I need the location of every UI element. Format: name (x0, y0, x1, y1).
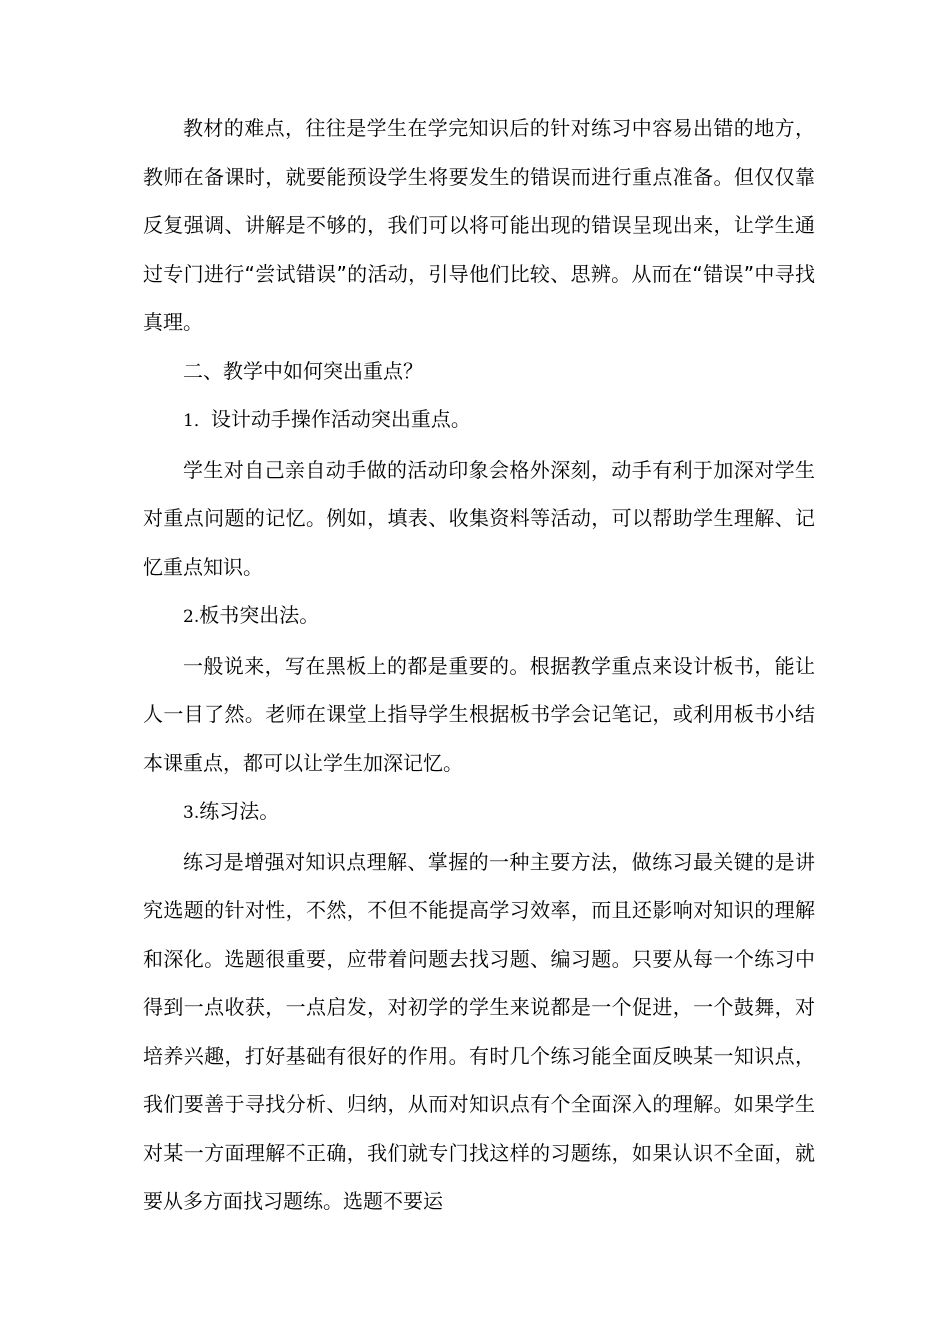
document-body (143, 104, 815, 1226)
section-heading (143, 347, 815, 396)
item-3-title: 练习法。 (199, 799, 280, 823)
item-1-heading (143, 395, 815, 446)
section-heading-suffix: 如何突出重点？ (283, 358, 423, 383)
section-heading-prefix: 二、教学中 (183, 358, 283, 383)
paragraph-hands-on: 学生对自己亲自动手做的活动印象会格外深刻，动手有利于加深对学生对重点问题的记忆。例如，填表、收集资料等活动，可以帮助学生理解、记忆重点知识。 (143, 457, 815, 579)
paragraph-blackboard: 一般说来，写在黑板上的都是重要的。根据教学重点来设计板书，能让人一目了然。老师在课堂上指导学生根据板书学会记笔记，或利用板书小结本课重点，都可以让学生加深记忆。 (143, 653, 815, 775)
item-3-heading (143, 787, 815, 838)
paragraph-practice: 练习是增强对知识点理解、掌握的一种主要方法，做练习最关键的是讲究选题的针对性，不然，不但不能提高学习效率，而且还影响对知识的理解和深化。选题很重要，应带着问题去找习题、编习题。只要从每一个练习中得到一点收获，一点启发，对初学的学生来说都是一个促进，一个鼓舞，对培养兴趣，打好基础有很好的作用。有时几个练习能全面反映某一知识点，我们要善于寻找分析、归纳，从而对知识点有个全面深入的理解。如果学生对某一方面理解不正确，我们就专门找这样的习题练，如果认识不全面，就要从多方面找习题练。选题不要运 (143, 849, 815, 1213)
item-3-number: 3. (183, 803, 200, 823)
paragraph-difficulty: 教材的难点，往往是学生在学完知识后的针对练习中容易出错的地方，教师在备课时，就要能预设学生将要发生的错误而进行重点准备。但仅仅靠反复强调、讲解是不够的，我们可以将可能出现的错误呈现出来，让学生通过专门进行“尝试错误”的活动，引导他们比较、思辨。从而在“错误”中寻找真理。 (143, 116, 815, 334)
item-2-title: 板书突出法。 (199, 603, 320, 627)
item-1-title: 设计动手操作活动突出重点。 (210, 407, 471, 431)
item-1-number: 1． (183, 411, 211, 431)
item-2-number: 2. (183, 607, 200, 627)
item-2-heading (143, 591, 815, 642)
